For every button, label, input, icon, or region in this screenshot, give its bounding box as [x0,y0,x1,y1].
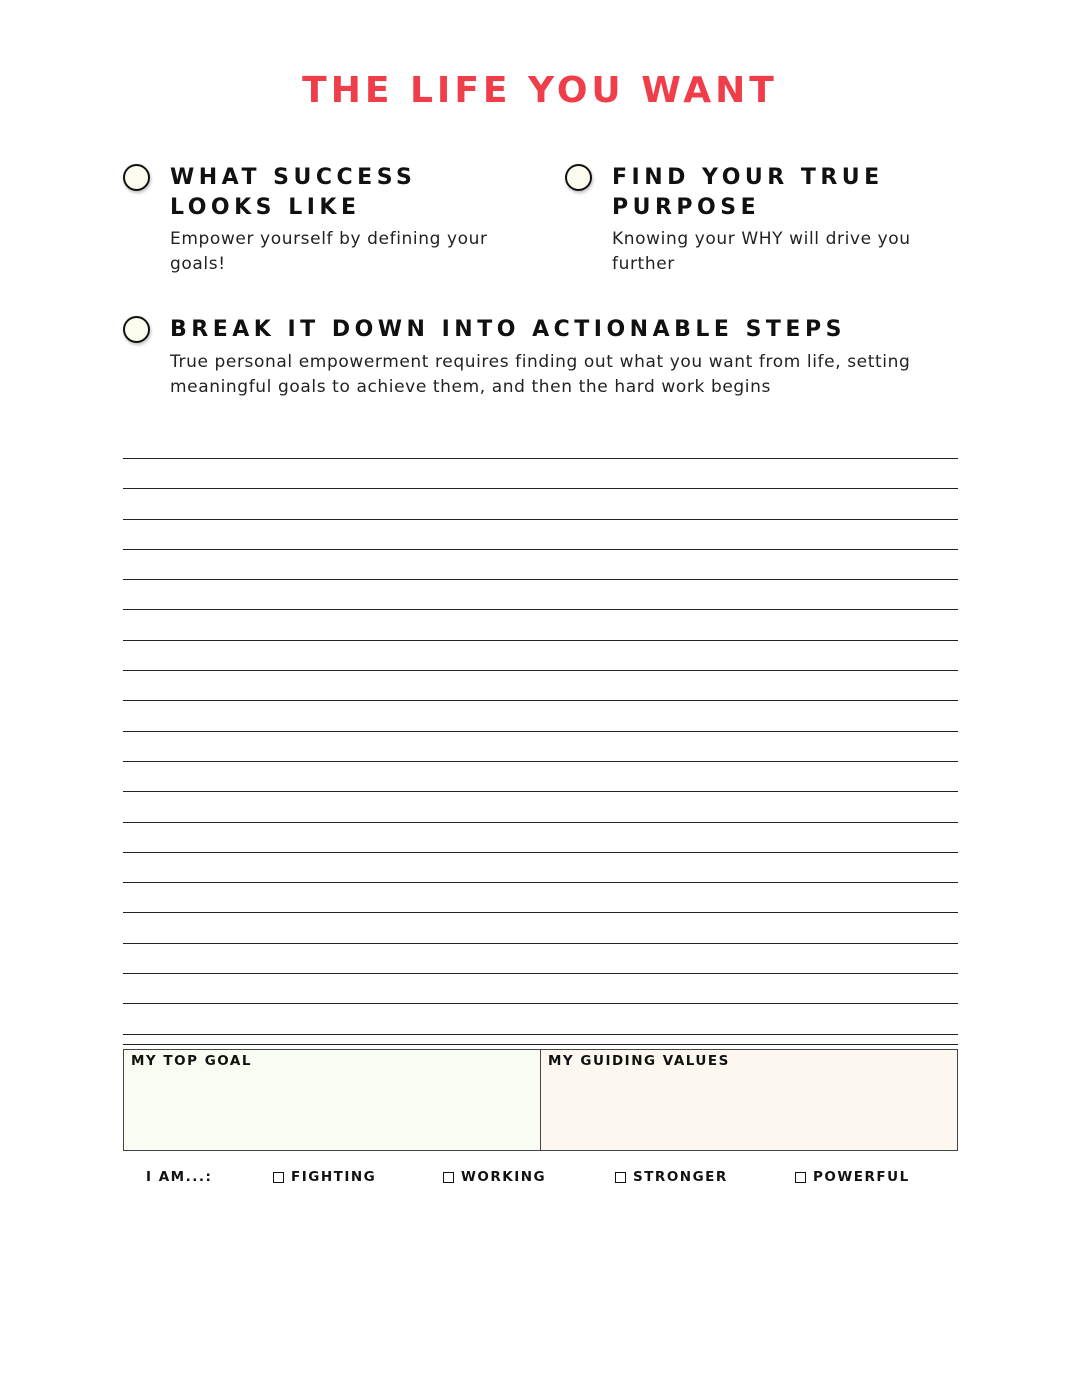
option-powerful[interactable] [795,1169,910,1185]
writing-line[interactable] [123,609,958,610]
section-desc-steps: True personal empowerment requires finding out what you want from life, setting meaningful goals to achieve them, and then the hard work begins [170,352,911,397]
writing-line[interactable] [123,488,958,489]
writing-line[interactable] [123,458,958,459]
section-title-success: WHAT SUCCESS LOOKS LIKE [170,165,417,220]
writing-line[interactable] [123,852,958,853]
checkbox-icon[interactable] [615,1172,626,1183]
writing-line[interactable] [123,791,958,792]
option-working[interactable] [443,1169,546,1185]
option-label: STRONGER [633,1169,728,1185]
i-am-label: I AM...: [146,1169,213,1185]
checkbox-icon[interactable] [273,1172,284,1183]
writing-line[interactable] [123,1034,958,1035]
section-title-steps: BREAK IT DOWN INTO ACTIONABLE STEPS [170,317,846,342]
writing-lines[interactable] [123,458,958,1064]
guiding-values-box[interactable] [540,1049,958,1151]
guiding-values-label: MY GUIDING VALUES [548,1053,730,1069]
checkbox-icon[interactable] [443,1172,454,1183]
checkbox-icon[interactable] [795,1172,806,1183]
writing-line[interactable] [123,943,958,944]
section-title-purpose: FIND YOUR TRUE PURPOSE [612,165,884,220]
writing-line[interactable] [123,670,958,671]
section-desc-success: Empower yourself by defining your goals! [170,229,488,274]
circle-icon[interactable] [123,164,150,191]
circle-icon[interactable] [565,164,592,191]
page-title: THE LIFE YOU WANT [302,70,778,111]
writing-line[interactable] [123,1003,958,1004]
top-goal-label: MY TOP GOAL [131,1053,252,1069]
option-label: WORKING [461,1169,547,1185]
option-label: FIGHTING [291,1169,377,1185]
i-am-row [0,1169,1080,1189]
section-desc-purpose: Knowing your WHY will drive you further [612,229,911,274]
option-label: POWERFUL [813,1169,910,1185]
circle-icon[interactable] [123,316,150,343]
writing-line[interactable] [123,579,958,580]
writing-line[interactable] [123,761,958,762]
writing-line[interactable] [123,640,958,641]
writing-line[interactable] [123,822,958,823]
goal-values-boxes [123,1044,958,1153]
writing-line[interactable] [123,912,958,913]
option-stronger[interactable] [615,1169,728,1185]
writing-line[interactable] [123,519,958,520]
top-goal-box[interactable] [123,1049,541,1151]
writing-line[interactable] [123,700,958,701]
writing-line[interactable] [123,549,958,550]
writing-line[interactable] [123,731,958,732]
writing-line[interactable] [123,882,958,883]
option-fighting[interactable] [273,1169,376,1185]
writing-line[interactable] [123,973,958,974]
